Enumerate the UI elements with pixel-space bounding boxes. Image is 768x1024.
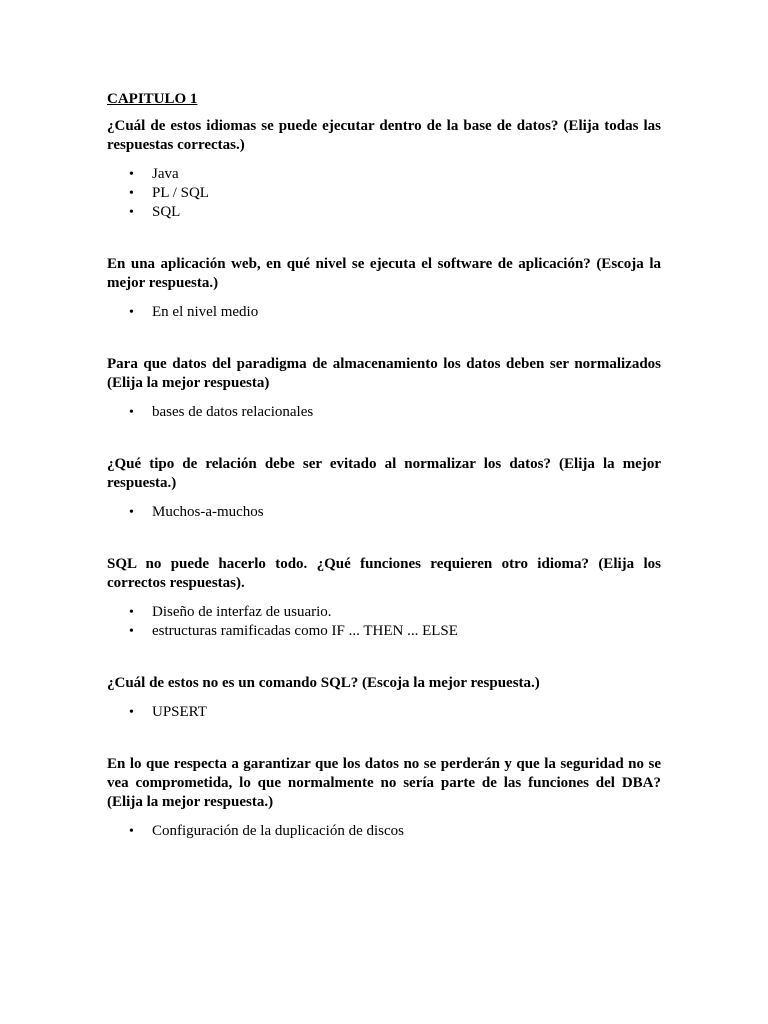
question-block: [107, 355, 661, 422]
document-page: [107, 90, 661, 874]
question-block: [107, 255, 661, 322]
answer-list: [107, 165, 661, 222]
question-text: ¿Cuál de estos no es un comando SQL? (Escoja la mejor respuesta.): [107, 675, 540, 691]
answer-item: • SQL: [107, 203, 661, 222]
answer-item: • Configuración de la duplicación de discos: [107, 822, 661, 841]
question-text: ¿Qué tipo de relación debe ser evitado al normalizar los datos? (Elija la mejor respuesta.): [107, 456, 661, 491]
answer-item: • bases de datos relacionales: [107, 403, 661, 422]
question-text: En una aplicación web, en qué nivel se ejecuta el software de aplicación? (Escoja la mejor respuesta.): [107, 256, 661, 291]
question-block: [107, 674, 661, 722]
question-text: En lo que respecta a garantizar que los datos no se perderán y que la seguridad no se vea comprometida, lo que normalmente no sería parte de las funciones del DBA? (Elija la mejor respuesta.): [107, 756, 661, 810]
question-block: [107, 117, 661, 222]
answer-item: • PL / SQL: [107, 184, 661, 203]
answer-list: [107, 603, 661, 641]
answer-list: [107, 403, 661, 422]
chapter-title: CAPITULO 1: [107, 91, 198, 107]
question-text: SQL no puede hacerlo todo. ¿Qué funciones requieren otro idioma? (Elija los correctos respuestas).: [107, 556, 661, 591]
answer-item: • Java: [107, 165, 661, 184]
answer-list: [107, 503, 661, 522]
question-block: [107, 755, 661, 841]
question-text: ¿Cuál de estos idiomas se puede ejecutar dentro de la base de datos? (Elija todas las respuestas correctas.): [107, 118, 661, 153]
answer-item: • UPSERT: [107, 703, 661, 722]
answer-list: [107, 703, 661, 722]
answer-list: [107, 303, 661, 322]
answer-item: • En el nivel medio: [107, 303, 661, 322]
answer-item: • Muchos-a-muchos: [107, 503, 661, 522]
question-text: Para que datos del paradigma de almacenamiento los datos deben ser normalizados (Elija la mejor respuesta): [107, 356, 661, 391]
question-block: [107, 555, 661, 641]
question-block: [107, 455, 661, 522]
answer-list: [107, 822, 661, 841]
answer-item: • Diseño de interfaz de usuario.: [107, 603, 661, 622]
answer-item: • estructuras ramificadas como IF ... THEN ... ELSE: [107, 622, 661, 641]
